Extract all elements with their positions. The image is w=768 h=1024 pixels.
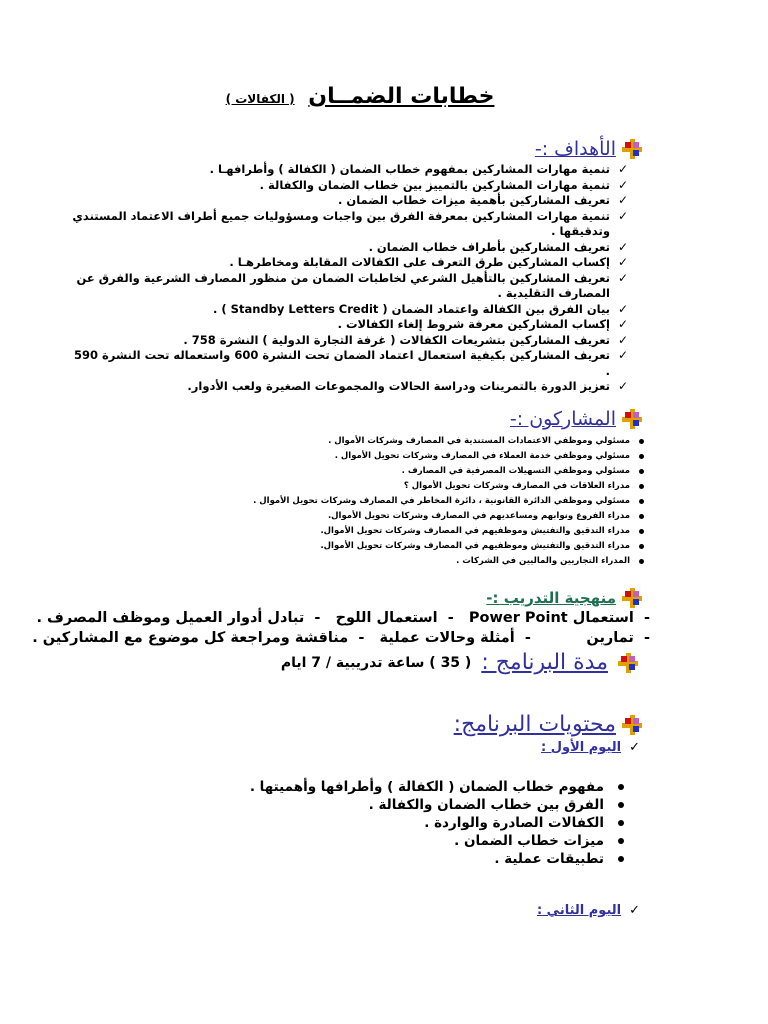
methodology-label: منهجية التدريب :- (486, 589, 616, 607)
participants-label: المشاركون :- (509, 408, 616, 430)
check-mark-icon: ✓ (617, 348, 628, 362)
bullet-icon (639, 544, 644, 549)
bullet-icon (618, 820, 624, 826)
methodology-rows (10, 608, 650, 648)
day1-label: اليوم الأول : (541, 740, 622, 755)
list-item: مسئولي وموظفي التسهيلات المصرفية في المصارف . (88, 464, 648, 479)
objectives-heading (535, 138, 642, 160)
check-mark-icon: ✓ (617, 193, 628, 207)
check-mark-icon: ✓ (617, 379, 628, 393)
list-item: ✓ تنمية مهارات المشاركين بمعرفة الفرق بين واجبات ومسؤوليات جميع أطراف الاعتماد المستندي وتدقيقها . (72, 208, 628, 238)
bullet-icon (639, 559, 644, 564)
objectives-label: الأهداف :- (534, 138, 616, 160)
plus-cross-icon (622, 588, 642, 608)
check-mark-icon: ✓ (617, 301, 628, 316)
list-item: ✓ تعريف المشاركين بأهمية ميزات خطاب الضمان . (338, 193, 628, 207)
check-mark-icon: ✓ (617, 332, 628, 347)
bullet-icon (618, 856, 624, 862)
list-item: مفهوم خطاب الضمان ( الكفالة ) وأطرافها وأهميتها . (208, 778, 628, 796)
list-item: مسئولي وموظفي خدمة العملاء في المصارف وشركات تحويل الأموال . (88, 449, 648, 464)
check-mark-icon: ✓ (617, 317, 628, 331)
check-mark-icon: ✓ (617, 270, 628, 285)
check-mark-icon: ✓ (617, 239, 628, 254)
list-item: ✓ تعريف المشاركين بتشريعات الكفالات ( غرفة التجارة الدولية ) النشرة 758 . (183, 332, 628, 347)
list-item: مسئولي وموظفي الاعتمادات المستندية في المصارف وشركات الأموال . (88, 434, 648, 449)
bullet-icon (618, 838, 624, 844)
list-item: ✓ تعريف المشاركين بكيفية استعمال اعتماد الضمان تحت النشرة 600 واستعماله تحت النشرة 590 . (73, 348, 628, 378)
page-title (0, 84, 720, 109)
check-mark-icon: ✓ (617, 255, 628, 269)
bullet-icon (639, 484, 644, 489)
check-mark-icon: ✓ (629, 903, 640, 918)
bullet-icon (639, 514, 644, 519)
list-item: ✓ تعزيز الدورة بالتمرينات ودراسة الحالات والمجموعات الصغيرة ولعب الأدوار. (187, 379, 628, 393)
contents-heading (454, 712, 642, 737)
check-mark-icon: ✓ (629, 740, 640, 755)
list-item: الفرق بين خطاب الضمان والكفالة . (208, 796, 628, 814)
bullet-icon (639, 454, 644, 459)
list-item: ✓ تعريف المشاركين بأطراف خطاب الضمان . (368, 239, 628, 254)
plus-cross-icon (618, 653, 638, 673)
list-item: ✓ إكساب المشاركين معرفة شروط إلغاء الكفالات . (337, 317, 628, 331)
list-item: ميزات خطاب الضمان . (208, 832, 628, 850)
check-mark-icon: ✓ (617, 208, 628, 223)
methodology-heading (486, 588, 642, 608)
plus-cross-icon (622, 139, 642, 159)
day1-heading (541, 740, 640, 755)
day2-heading (537, 903, 640, 918)
bullet-icon (639, 439, 644, 444)
list-item: المدراء التجاريين والماليين في الشركات . (88, 554, 648, 569)
list-item: الكفالات الصادرة والواردة . (208, 814, 628, 832)
duration-section (281, 650, 638, 675)
list-item: ✓ إكساب المشاركين طرق التعرف على الكفالات المقابلة ومخاطرهـا . (229, 255, 628, 269)
bullet-icon (639, 529, 644, 534)
methodology-row-2: - تمارين - أمثلة وحالات عملية - مناقشة ومراجعة كل موضوع مع المشاركين . (32, 630, 650, 646)
bullet-icon (639, 499, 644, 504)
list-item: تطبيقات عملية . (208, 850, 628, 868)
plus-cross-icon (622, 409, 642, 429)
list-item: مدراء الفروع ونوابهم ومساعديهم في المصارف وشركات تحويل الأموال. (88, 509, 648, 524)
list-item: مسئولي وموظفي الدائرة القانونية ، دائرة المخاطر في المصارف وشركات تحويل الأموال . (88, 494, 648, 509)
title-sub: ( الكفالات ) (225, 92, 295, 106)
title-main: خطابات الضمــان (308, 84, 495, 109)
participants-list (88, 434, 648, 569)
contents-label: محتويات البرنامج: (453, 712, 616, 737)
list-item: ✓ تنمية مهارات المشاركين بالتمييز بين خطاب الضمان والكفالة . (259, 177, 628, 192)
check-mark-icon: ✓ (617, 177, 628, 192)
list-item: ✓ بيان الفرق بين الكفالة واعتماد الضمان ( Standby Letters Credit ) . (213, 301, 628, 316)
bullet-icon (639, 469, 644, 474)
methodology-row-1: - استعمال Power Point - استعمال اللوح - تبادل أدوار العميل وموظف المصرف . (36, 610, 650, 626)
objectives-list (68, 162, 628, 395)
bullet-icon (618, 802, 624, 808)
participants-heading (510, 408, 642, 430)
list-item: مدراء التدقيق والتفتيش وموظفيهم في المصارف وشركات تحويل الأموال. (88, 524, 648, 539)
list-item: ✓ تعريف المشاركين بالتأهيل الشرعي لخاطبات الضمان من منظور المصارف الشرعية والفرق عن المصارف التقليدية . (76, 270, 628, 300)
bullet-icon (618, 784, 624, 790)
list-item: مدراء التدقيق والتفتيش وموظفيهم في المصارف وشركات تحويل الأموال. (88, 539, 648, 554)
duration-value: ( 35 ) ساعة تدريبية / 7 ايام (280, 654, 472, 671)
plus-cross-icon (622, 715, 642, 735)
list-item: مدراء العلاقات في المصارف وشركات تحويل الأموال ؟ (88, 479, 648, 494)
list-item: ✓ تنمية مهارات المشاركين بمفهوم خطاب الضمان ( الكفالة ) وأطرافهـا . (209, 162, 628, 176)
day1-list (208, 778, 628, 868)
duration-label: مدة البرنامج : (481, 650, 608, 675)
day2-label: اليوم الثاني : (536, 903, 622, 918)
check-mark-icon: ✓ (617, 162, 628, 176)
